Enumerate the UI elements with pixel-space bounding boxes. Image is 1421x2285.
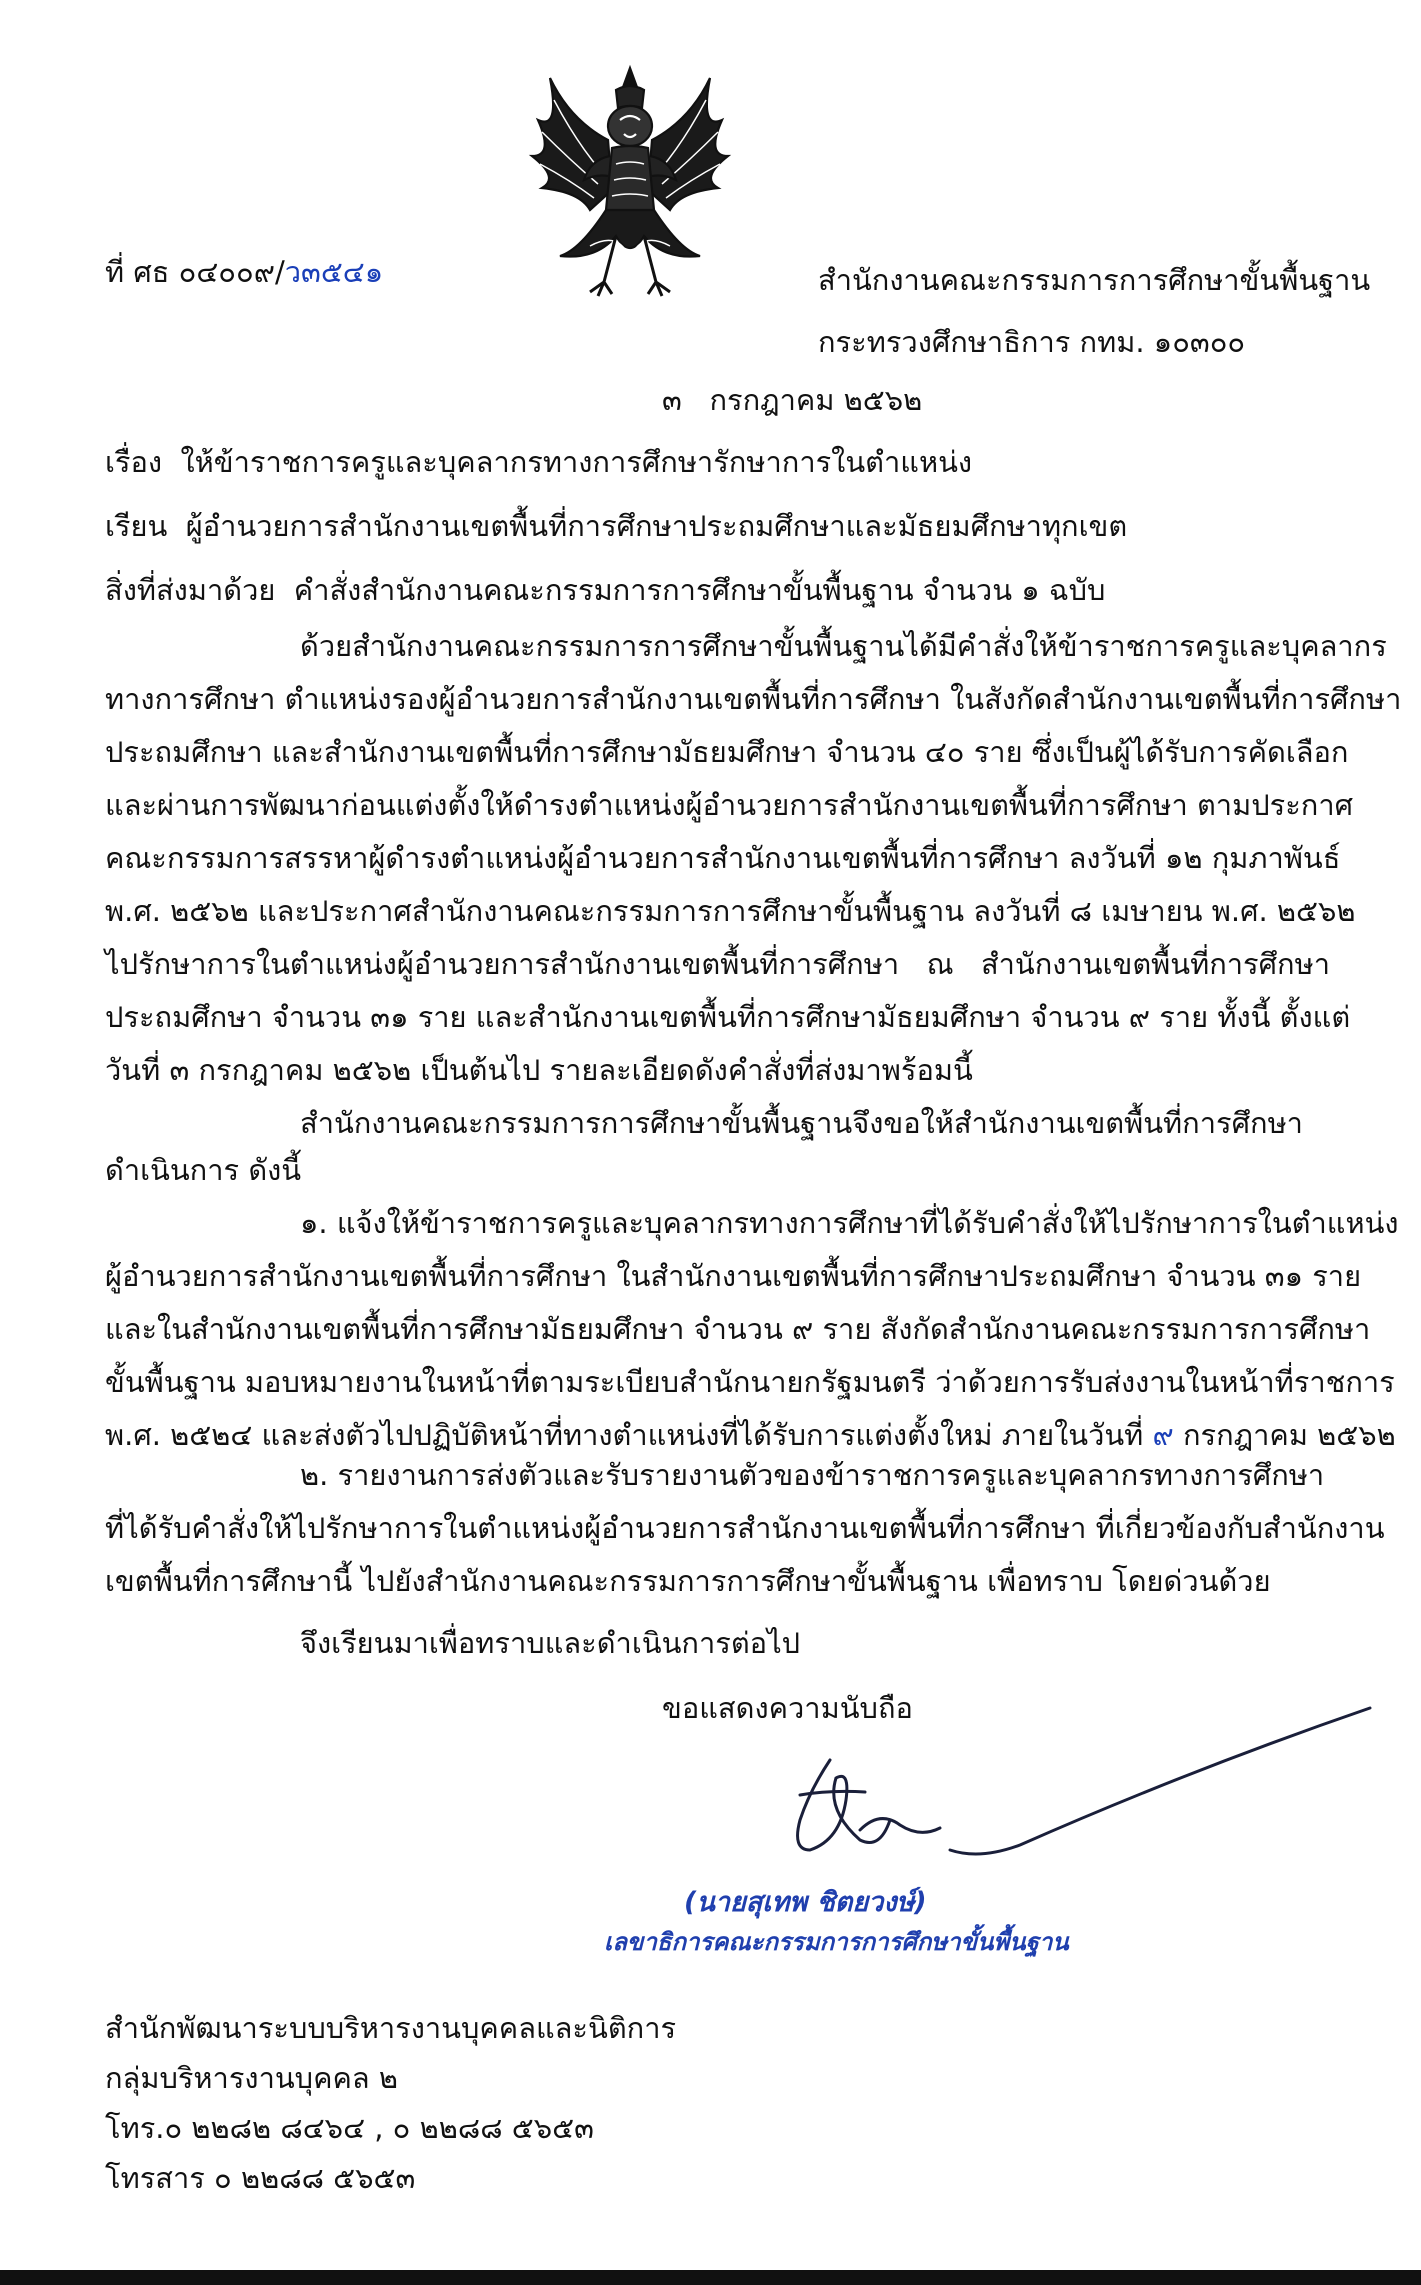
- recipient-line: [105, 506, 1127, 546]
- paragraph-line: ๑. แจ้งให้ข้าราชการครูและบุคลากรทางการศึกษาที่ได้รับคำสั่งให้ไปรักษาการในตำแหน่ง: [300, 1206, 1399, 1240]
- footer-phone: โทร.๐ ๒๒๘๒ ๘๔๖๔ , ๐ ๒๒๘๘ ๕๖๕๓: [105, 2111, 594, 2145]
- office-name: สำนักงานคณะกรรมการการศึกษาขั้นพื้นฐาน: [818, 263, 1371, 297]
- handwritten-day: ๙: [1152, 1418, 1174, 1452]
- line-prefix: พ.ศ. ๒๕๒๔ และส่งตัวไปปฏิบัติหน้าที่ทางตำแหน่งที่ได้รับการแต่งตั้งใหม่ ภายในวันที่: [105, 1418, 1144, 1452]
- paragraph-line: [105, 1415, 1396, 1455]
- reference-number: [105, 252, 383, 292]
- ministry-address: กระทรวงศึกษาธิการ กทม. ๑๐๓๐๐: [818, 325, 1246, 359]
- paragraph-line: วันที่ ๓ กรกฎาคม ๒๕๖๒ เป็นต้นไป รายละเอียดดังคำสั่งที่ส่งมาพร้อมนี้: [105, 1053, 973, 1087]
- paragraph-line: ที่ได้รับคำสั่งให้ไปรักษาการในตำแหน่งผู้อำนวยการสำนักงานเขตพื้นที่การศึกษา ที่เกี่ยวข้องกับสำนักงาน: [105, 1511, 1385, 1545]
- letter-date: [662, 380, 922, 420]
- enclosure-label: สิ่งที่ส่งมาด้วย: [105, 573, 276, 607]
- paragraph-line: ดำเนินการ ดังนี้: [105, 1153, 302, 1187]
- paragraph-line: เขตพื้นที่การศึกษานี้ ไปยังสำนักงานคณะกรรมการการศึกษาขั้นพื้นฐาน เพื่อทราบ โดยด่วนด้วย: [105, 1564, 1271, 1598]
- paragraph-line: และผ่านการพัฒนาก่อนแต่งตั้งให้ดำรงตำแหน่งผู้อำนวยการสำนักงานเขตพื้นที่การศึกษา ตามประกาศ: [105, 788, 1354, 822]
- paragraph-line: คณะกรรมการสรรหาผู้ดำรงตำแหน่งผู้อำนวยการสำนักงานเขตพื้นที่การศึกษา ลงวันที่ ๑๒ กุมภาพันธ์: [105, 841, 1341, 875]
- reference-prefix: ที่ ศธ ๐๔๐๐๙/: [105, 255, 285, 289]
- paragraph-line: ด้วยสำนักงานคณะกรรมการการศึกษาขั้นพื้นฐานได้มีคำสั่งให้ข้าราชการครูและบุคลากร: [300, 629, 1387, 663]
- subject-text: ให้ข้าราชการครูและบุคลากรทางการศึกษารักษาการในตำแหน่ง: [180, 445, 973, 479]
- paragraph-line: ขั้นพื้นฐาน มอบหมายงานในหน้าที่ตามระเบียบสำนักนายกรัฐมนตรี ว่าด้วยการรับส่งงานในหน้าที่ราชการ: [105, 1365, 1395, 1399]
- closing-sentence: จึงเรียนมาเพื่อทราบและดำเนินการต่อไป: [300, 1626, 801, 1660]
- paragraph-line: ทางการศึกษา ตำแหน่งรองผู้อำนวยการสำนักงานเขตพื้นที่การศึกษา ในสังกัดสำนักงานเขตพื้นที่การศึกษา: [105, 682, 1402, 716]
- subject-line: [105, 442, 972, 482]
- recipient-text: ผู้อำนวยการสำนักงานเขตพื้นที่การศึกษาประถมศึกษาและมัธยมศึกษาทุกเขต: [185, 509, 1128, 543]
- signatory-name: (นายสุเทพ ชิตยวงษ์): [684, 1887, 927, 1918]
- paragraph-line: สำนักงานคณะกรรมการการศึกษาขั้นพื้นฐานจึงขอให้สำนักงานเขตพื้นที่การศึกษา: [300, 1106, 1303, 1140]
- signatory-title: เลขาธิการคณะกรรมการการศึกษาขั้นพื้นฐาน: [604, 1928, 1069, 1956]
- paragraph-line: ๒. รายงานการส่งตัวและรับรายงานตัวของข้าราชการครูและบุคลากรทางการศึกษา: [300, 1458, 1325, 1492]
- regards-text: ขอแสดงความนับถือ: [662, 1691, 913, 1725]
- date-month-year: กรกฎาคม ๒๕๖๒: [709, 383, 923, 417]
- signature-icon: [770, 1700, 1410, 1880]
- recipient-label: เรียน: [105, 509, 168, 543]
- paragraph-line: ไปรักษาการในตำแหน่งผู้อำนวยการสำนักงานเขตพื้นที่การศึกษา ณ สำนักงานเขตพื้นที่การศึกษา: [105, 947, 1330, 981]
- paragraph-line: พ.ศ. ๒๕๖๒ และประกาศสำนักงานคณะกรรมการการศึกษาขั้นพื้นฐาน ลงวันที่ ๘ เมษายน พ.ศ. ๒๕๖๒: [105, 894, 1356, 928]
- enclosure-text: คำสั่งสำนักงานคณะกรรมการการศึกษาขั้นพื้นฐาน จำนวน ๑ ฉบับ: [293, 573, 1106, 607]
- enclosure-line: [105, 570, 1105, 610]
- paragraph-line: และในสำนักงานเขตพื้นที่การศึกษามัธยมศึกษา จำนวน ๙ ราย สังกัดสำนักงานคณะกรรมการการศึกษา: [105, 1312, 1371, 1346]
- footer-fax: โทรสาร ๐ ๒๒๘๘ ๕๖๕๓: [105, 2161, 416, 2195]
- line-suffix: กรกฎาคม ๒๕๖๒: [1182, 1418, 1396, 1452]
- paragraph-line: ผู้อำนวยการสำนักงานเขตพื้นที่การศึกษา ในสำนักงานเขตพื้นที่การศึกษาประถมศึกษา จำนวน ๓๑ ราย: [105, 1259, 1362, 1293]
- scan-edge-bar: [0, 2270, 1421, 2285]
- footer-office: สำนักพัฒนาระบบบริหารงานบุคคลและนิติการ: [105, 2011, 677, 2045]
- garuda-emblem-icon: [520, 60, 740, 300]
- paragraph-line: ประถมศึกษา และสำนักงานเขตพื้นที่การศึกษามัธยมศึกษา จำนวน ๔๐ ราย ซึ่งเป็นผู้ได้รับการคัดเลือก: [105, 735, 1349, 769]
- reference-handwritten: ว๓๕๔๑: [284, 255, 384, 289]
- paragraph-line: ประถมศึกษา จำนวน ๓๑ ราย และสำนักงานเขตพื้นที่การศึกษามัธยมศึกษา จำนวน ๙ ราย ทั้งนี้ ตั้งแต่: [105, 1000, 1351, 1034]
- date-day: ๓: [662, 383, 682, 417]
- subject-label: เรื่อง: [105, 445, 163, 479]
- footer-group: กลุ่มบริหารงานบุคคล ๒: [105, 2061, 398, 2095]
